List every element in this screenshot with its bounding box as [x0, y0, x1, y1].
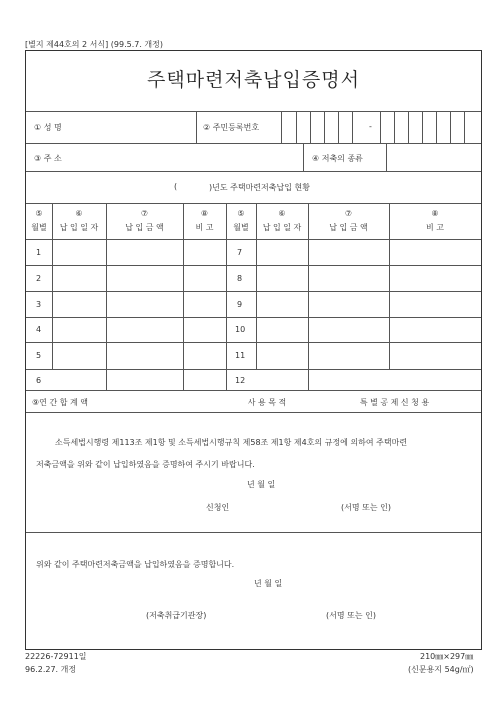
month-12: 12: [235, 376, 246, 385]
col-note-num-right: ⑧: [431, 209, 439, 218]
applicant-sign: (서명 또는 인): [341, 503, 391, 512]
month-5: 5: [36, 351, 42, 360]
institution-sign: (서명 또는 인): [326, 611, 376, 620]
col-amount-right: 납 입 금 액: [329, 223, 368, 232]
form-code: 22226-72911일: [25, 652, 87, 661]
paper-size: 210㎜×297㎜: [420, 652, 474, 661]
col-amount-num-right: ⑦: [344, 209, 353, 218]
month-1: 1: [36, 248, 42, 257]
name-label: ① 성 명: [34, 123, 62, 132]
form-reference: [별지 제44호의 2 서식] (99.5.7. 개정): [25, 40, 164, 49]
page-title: 주택마련저축납입증명서: [147, 69, 360, 91]
year-paren-open: (: [174, 182, 178, 191]
month-2: 2: [36, 274, 42, 283]
applicant-label: 신청인: [206, 503, 230, 512]
statement-line-1: 소득세법시행령 제113조 제1항 및 소득세법시행규칙 제58조 제1항 제4호의 규정에 의하여 주택마련: [55, 438, 408, 447]
month-8: 8: [237, 274, 243, 283]
month-10: 10: [235, 325, 246, 334]
statement-date: 년 월 일: [247, 480, 276, 489]
institution-label: (저축취급기관장): [146, 611, 207, 620]
special-deduction-text: 특 별 공 제 신 청 용: [359, 398, 430, 407]
month-11: 11: [235, 351, 246, 360]
resident-id-dash: -: [369, 122, 372, 131]
col-month-left: 월별: [31, 223, 47, 232]
col-note-left: 비 고: [195, 223, 214, 232]
month-9: 9: [237, 300, 243, 309]
col-date-num-left: ⑥: [75, 209, 83, 218]
certify-line: 위와 같이 주택마련저축금액을 납입하였음을 증명합니다.: [36, 560, 235, 569]
statement-line-2: 저축금액을 위와 같이 납입하였음을 증명하여 주시기 바랍니다.: [36, 460, 255, 469]
col-date-num-right: ⑥: [278, 209, 286, 218]
col-note-num-left: ⑧: [200, 209, 209, 218]
month-4: 4: [36, 325, 42, 334]
revision-date: 96.2.27. 개정: [25, 665, 77, 674]
col-month-num-right: ⑤: [237, 209, 245, 218]
col-note-right: 비 고: [426, 223, 444, 232]
purpose-label: 사 용 목 적: [247, 398, 287, 407]
col-month-right: 월별: [233, 223, 249, 232]
col-date-left: 납 입 일 자: [59, 223, 99, 232]
col-date-right: 납 입 일 자: [262, 223, 302, 232]
certificate-form: [25, 50, 482, 650]
certify-date: 년 월 일: [254, 579, 283, 588]
address-label: ③ 주 소: [34, 154, 62, 163]
month-7: 7: [237, 248, 243, 257]
resident-id-label: ② 주민등록번호: [203, 123, 260, 132]
col-amount-left: 납 입 금 액: [125, 223, 164, 232]
paper-weight: (신문용지 54g/㎡): [408, 665, 474, 674]
savings-type-label: ④ 저축의 종류: [312, 154, 363, 163]
month-3: 3: [36, 300, 42, 309]
col-month-num-left: ⑤: [35, 209, 43, 218]
status-heading: )년도 주택마련저축납입 현황: [209, 183, 310, 192]
annual-total-label: ⑨연 간 합 계 액: [32, 398, 88, 407]
month-6: 6: [36, 376, 42, 385]
col-amount-num-left: ⑦: [140, 209, 149, 218]
